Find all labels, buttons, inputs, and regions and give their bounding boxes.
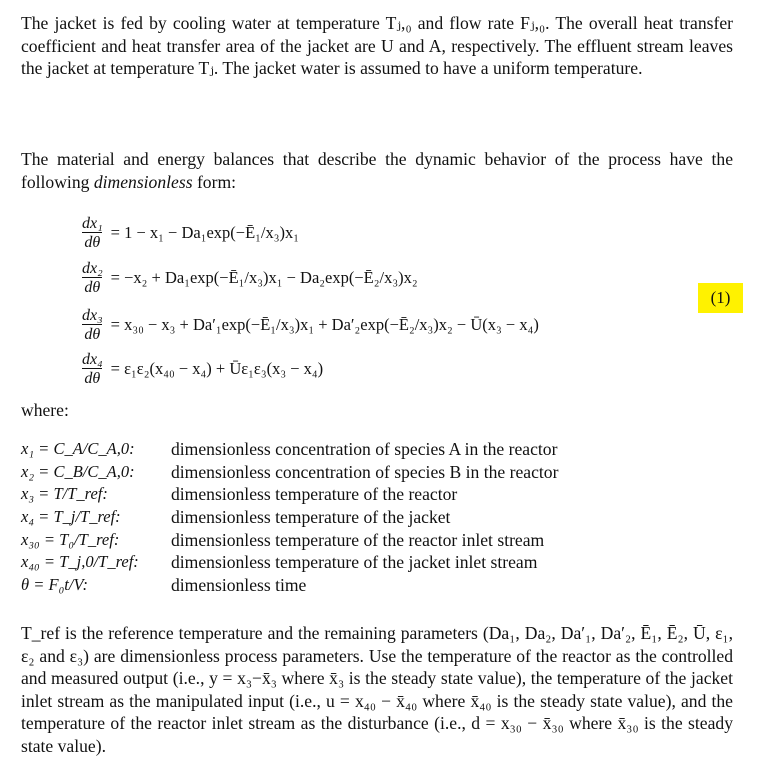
equation-1 [80, 210, 299, 256]
equation-number-highlight: (1) [698, 283, 743, 313]
definition-row [21, 461, 558, 484]
derivative-numerator: dx₃ [82, 307, 103, 324]
where-label: where: [21, 400, 69, 420]
paragraph-balances-post: form: [192, 171, 237, 192]
equation-rhs: = ε₁ε₂(x₄₀ − x₄) + Ūε₁ε₃(x₃ − x₄) [110, 359, 324, 378]
definition-row [21, 438, 558, 461]
paragraph-balances-pre: The material and energy balances that describe the dynamic behavior of the process have the following [21, 149, 733, 192]
equation-4 [80, 346, 323, 392]
equation-rhs: = x₃₀ − x₃ + Da′₁exp(−Ē₁/x₃)x₁ + Da′₂exp(−Ē₂/x₃)x₂ − Ū(x₃ − x₄) [110, 315, 539, 334]
definition-row [21, 551, 558, 574]
definition-symbol: x₂ = C_B/C_A,0: [21, 461, 135, 481]
derivative-fraction [80, 307, 105, 343]
definition-text: dimensionless temperature of the jacket inlet stream [171, 552, 538, 573]
paragraph-parameters: T_ref is the reference temperature and the remaining parameters (Da₁, Da₂, Da′₁, Da′₂, Ē₁, Ē₂, Ū, ε₁, ε₂ and ε₃) are dimensionless process parameters. Use the temperature of the reactor as the controlled and measured output (i.e., y = x₃−x̄₃ where x̄₃ is the steady state value), the temperature of the jacket inlet stream as the manipulated input (i.e., u = x₄₀ − x̄₄₀ where x̄₄₀ is the steady state value), and the temperature of the reactor inlet stream as the disturbance (i.e., d = x₃₀ − x̄₃₀ where x̄₃₀ is the steady state value). [21, 623, 733, 756]
definition-text: dimensionless temperature of the reactor [171, 484, 458, 505]
definitions-list [21, 438, 558, 597]
derivative-numerator: dx₁ [82, 215, 103, 232]
definition-symbol: x₄ = T_j/T_ref: [21, 507, 121, 527]
paragraph-balances-emphasis: dimensionless [93, 171, 193, 192]
definition-symbol: x₁ = C_A/C_A,0: [21, 439, 135, 458]
definition-symbol: θ = F₀t/V: [21, 575, 88, 595]
derivative-fraction [80, 260, 105, 296]
definition-text: dimensionless concentration of species B in the reactor [171, 461, 559, 482]
definition-symbol: x₃₀ = T₀/T_ref: [21, 529, 120, 549]
equation-3 [80, 302, 539, 348]
definition-symbol: x₄₀ = T_j,0/T_ref: [21, 552, 139, 572]
paragraph-balances-intro [21, 148, 733, 193]
derivative-denominator: dθ [84, 279, 101, 296]
equation-2 [80, 255, 418, 301]
definition-row [21, 506, 558, 529]
definition-text: dimensionless time [171, 575, 307, 596]
definition-row [21, 529, 558, 552]
definition-text: dimensionless temperature of the reactor inlet stream [171, 529, 545, 550]
derivative-fraction [80, 351, 105, 387]
derivative-fraction [80, 215, 105, 251]
equation-rhs: = 1 − x₁ − Da₁exp(−Ē₁/x₃)x₁ [110, 223, 299, 242]
derivative-denominator: dθ [84, 326, 101, 343]
definition-row [21, 574, 558, 597]
derivative-numerator: dx₄ [82, 351, 103, 368]
definition-row [21, 483, 558, 506]
paragraph-jacket-description: The jacket is fed by cooling water at temperature Tⱼ,₀ and flow rate Fⱼ,₀. The overall heat transfer coefficient and heat transfer area of the jacket are U and A, respectively. The effluent stream leaves the jacket at temperature Tⱼ. The jacket water is assumed to have a uniform temperature. [21, 13, 733, 79]
derivative-numerator: dx₂ [82, 260, 103, 277]
derivative-denominator: dθ [84, 370, 101, 387]
derivative-denominator: dθ [84, 234, 101, 251]
definition-text: dimensionless temperature of the jacket [171, 507, 451, 528]
equation-rhs: = −x₂ + Da₁exp(−Ē₁/x₃)x₁ − Da₂exp(−Ē₂/x₃)x₂ [110, 268, 418, 287]
definition-text: dimensionless concentration of species A in the reactor [171, 439, 558, 459]
definition-symbol: x₃ = T/T_ref: [21, 484, 108, 504]
